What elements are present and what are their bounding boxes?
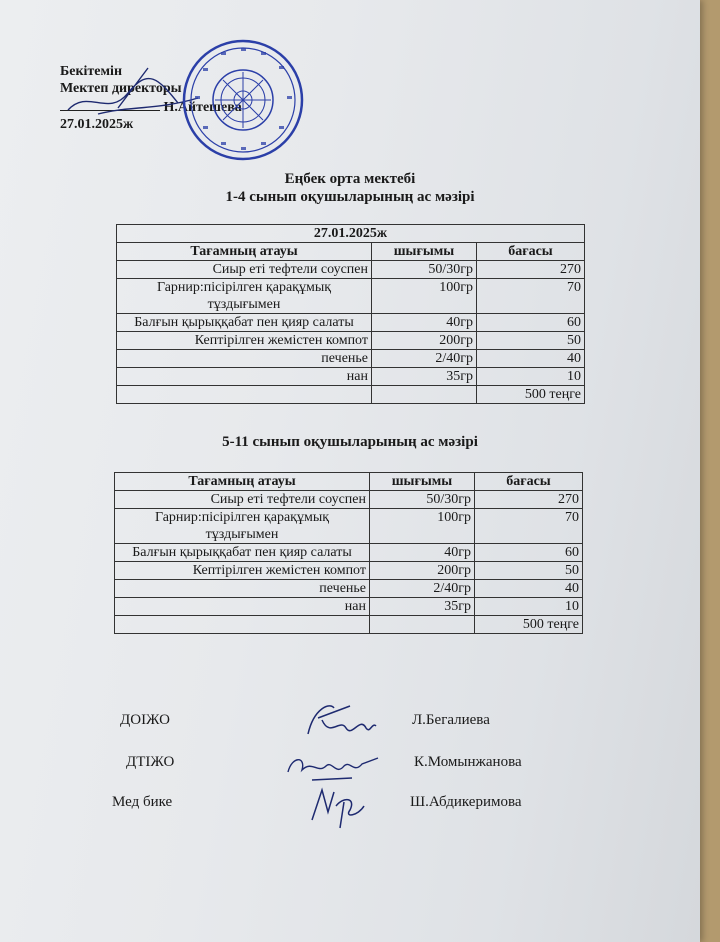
signature-scribble <box>304 782 374 832</box>
dish-name: Сиыр еті тефтели соуспен <box>115 491 370 509</box>
column-header-dish: Тағамның атауы <box>117 243 372 261</box>
dish-price: 60 <box>477 314 585 332</box>
dish-yield: 100гр <box>372 279 477 314</box>
signatory-name: Л.Бегалиева <box>412 712 490 728</box>
table-row <box>117 314 585 332</box>
table-row <box>115 580 583 598</box>
dish-name: Гарнир:пісірілген қарақұмық тұздығымен <box>117 279 372 314</box>
table-row <box>115 491 583 509</box>
dish-yield: 40гр <box>370 544 475 562</box>
dish-yield: 2/40гр <box>370 580 475 598</box>
column-header-dish: Тағамның атауы <box>115 473 370 491</box>
dish-name: Кептірілген жемістен компот <box>115 562 370 580</box>
column-header-price: бағасы <box>477 243 585 261</box>
signatory-name: Ш.Абдикеримова <box>410 794 522 810</box>
dish-price: 50 <box>475 562 583 580</box>
dish-name: Кептірілген жемістен компот <box>117 332 372 350</box>
dish-yield: 100гр <box>370 509 475 544</box>
menu2-title: 5-11 сынып оқушыларының ас мәзірі <box>222 434 478 450</box>
dish-name: Балғын қырыққабат пен қияр салаты <box>117 314 372 332</box>
dish-name: печенье <box>117 350 372 368</box>
table-row <box>117 350 585 368</box>
dish-yield: 200гр <box>372 332 477 350</box>
table-row <box>115 509 583 544</box>
approval-date: 27.01.2025ж <box>60 117 134 132</box>
dish-price: 270 <box>475 491 583 509</box>
signature-scribble <box>300 698 380 744</box>
column-header-yield: шығымы <box>372 243 477 261</box>
dish-price: 40 <box>477 350 585 368</box>
menu-table-grades-5-11 <box>114 472 583 634</box>
column-header-yield: шығымы <box>370 473 475 491</box>
approval-position: Мектеп директоры <box>60 81 182 96</box>
dish-yield: 35гр <box>372 368 477 386</box>
dish-price: 60 <box>475 544 583 562</box>
official-seal-icon <box>181 38 305 162</box>
table-row <box>115 544 583 562</box>
column-header-price: бағасы <box>475 473 583 491</box>
dish-yield: 50/30гр <box>370 491 475 509</box>
dish-name: нан <box>115 598 370 616</box>
director-name: Н.Айтешева <box>163 100 242 115</box>
signature-row <box>0 792 700 832</box>
dish-price: 270 <box>477 261 585 279</box>
signatory-name: К.Момынжанова <box>414 754 522 770</box>
signature-role: ДТІЖО <box>126 754 175 770</box>
dish-yield: 40гр <box>372 314 477 332</box>
document-title <box>100 170 600 206</box>
signature-role: ДОІЖО <box>120 712 170 728</box>
table-row <box>115 598 583 616</box>
table-row <box>117 368 585 386</box>
total-price: 500 теңге <box>477 386 585 404</box>
dish-price: 10 <box>475 598 583 616</box>
signature-role: Мед бике <box>112 794 173 810</box>
table-row <box>117 332 585 350</box>
dish-yield: 35гр <box>370 598 475 616</box>
table-date: 27.01.2025ж <box>117 225 585 243</box>
signature-row <box>0 706 700 746</box>
table-row <box>117 279 585 314</box>
total-price: 500 теңге <box>475 616 583 634</box>
menu-table-grades-1-4 <box>116 224 585 404</box>
school-name: Еңбек орта мектебі <box>284 171 416 187</box>
dish-name: печенье <box>115 580 370 598</box>
dish-yield: 50/30гр <box>372 261 477 279</box>
table-row <box>115 562 583 580</box>
dish-price: 40 <box>475 580 583 598</box>
menu2-heading <box>100 433 600 451</box>
dish-yield: 2/40гр <box>372 350 477 368</box>
dish-yield: 200гр <box>370 562 475 580</box>
dish-price: 70 <box>475 509 583 544</box>
approval-label: Бекітемін <box>60 64 123 79</box>
menu1-title: 1-4 сынып оқушыларының ас мәзірі <box>225 189 475 205</box>
dish-name: Балғын қырыққабат пен қияр салаты <box>115 544 370 562</box>
table-total-row <box>115 616 583 634</box>
table-row <box>117 261 585 279</box>
dish-price: 10 <box>477 368 585 386</box>
dish-name: Гарнир:пісірілген қарақұмық тұздығымен <box>115 509 370 544</box>
dish-price: 50 <box>477 332 585 350</box>
table-total-row <box>117 386 585 404</box>
dish-price: 70 <box>477 279 585 314</box>
dish-name: нан <box>117 368 372 386</box>
dish-name: Сиыр еті тефтели соуспен <box>117 261 372 279</box>
